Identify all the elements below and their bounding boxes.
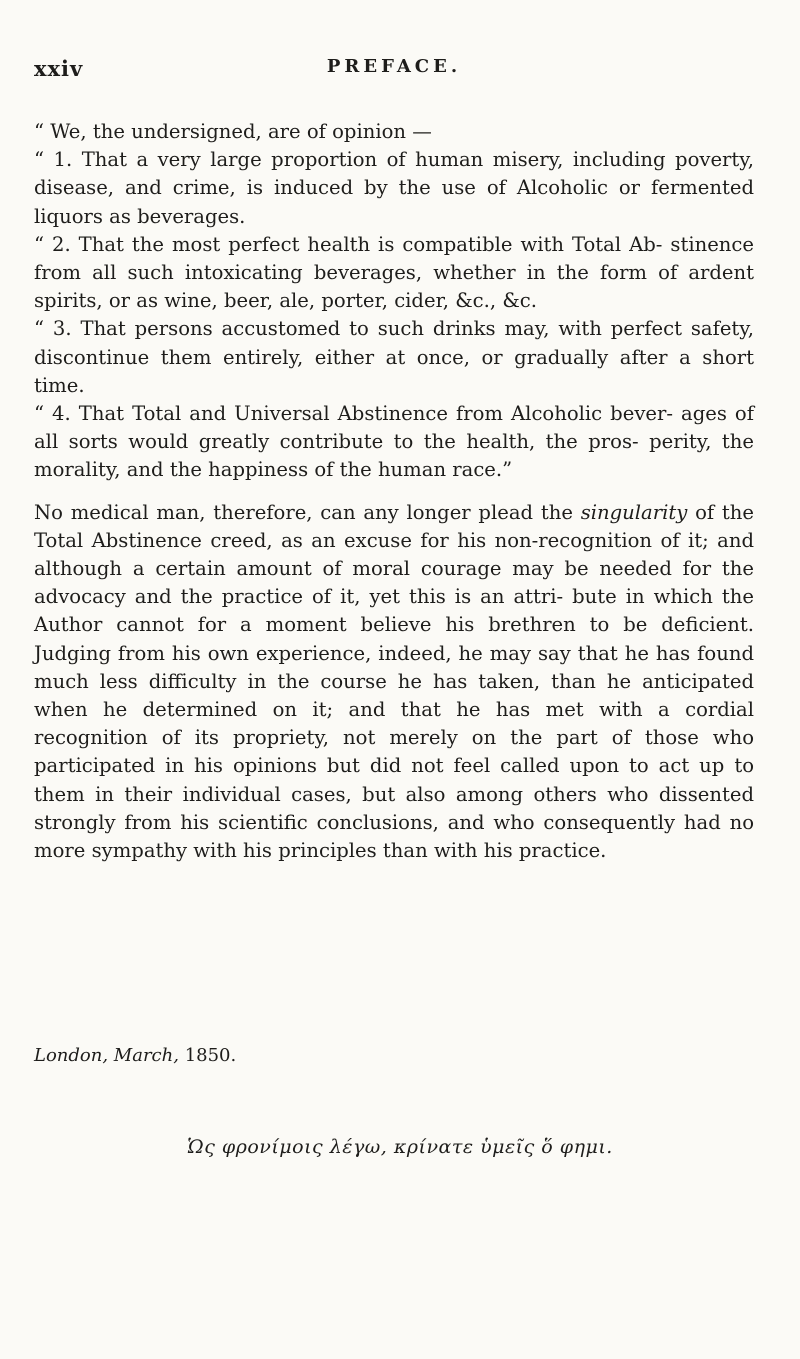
resolution-1: “ 1. That a very large proportion of human misery, including poverty, disease, and crime, is induced by the use of Alcoholic or fermented liquors as beverages.	[34, 148, 754, 228]
resolution-3: “ 3. That persons accustomed to such drinks may, with perfect safety, discontinue them entirely, either at once, or gradually after a short time.	[34, 317, 754, 397]
dateline-year: 1850.	[184, 1045, 237, 1066]
resolution-4: “ 4. That Total and Universal Abstinence from Alcoholic bever- ages of all sorts would greatly contribute to the health, the pros- perity, the morality, and the happiness of the human race.”	[34, 402, 754, 482]
resolution-2: “ 2. That the most perfect health is compatible with Total Ab- stinence from all such intoxicating beverages, whether in the form of ardent spirits, or as wine, beer, ale, porter, cider, &c., &c.	[34, 232, 754, 313]
running-title: PREFACE.	[326, 56, 462, 77]
dateline-place: London, March,	[34, 1045, 179, 1066]
page-number: xxiv	[34, 56, 84, 81]
page-header	[34, 56, 754, 86]
main-text	[34, 118, 754, 865]
paragraph-part-2: of the Total Abstinence creed, as an excuse for his non-recognition of it; and although a certain amount of moral courage may be needed for the advocacy and the practice of it, yet this is an attri- bute in which the Author cannot for a moment believe his brethren to be deficient. Judging from his own experience, indeed, he may say that he has found much less difficulty in the course he has taken, than he anticipated when he determined on it; and that he has met with a cordial recognition of its propriety, not merely on the part of those who participated in his opinions but did not feel called upon to act up to them in their individual cases, but also among others who dissented strongly from his scientific conclusions, and who consequently had no more sympathy with his principles than with his practice.	[34, 500, 754, 863]
greek-motto: Ὡς φρονίμοις λέγω, κρίνατε ὑμεῖς ὅ φημι.	[187, 1136, 613, 1158]
dateline	[34, 1045, 236, 1066]
quote-opening: “ We, the undersigned, are of opinion —	[34, 120, 432, 143]
paragraph-emphasis: singularity	[580, 500, 688, 524]
paragraph-part-1: No medical man, therefore, can any longer plead the	[34, 500, 581, 524]
body-paragraph	[34, 499, 754, 866]
